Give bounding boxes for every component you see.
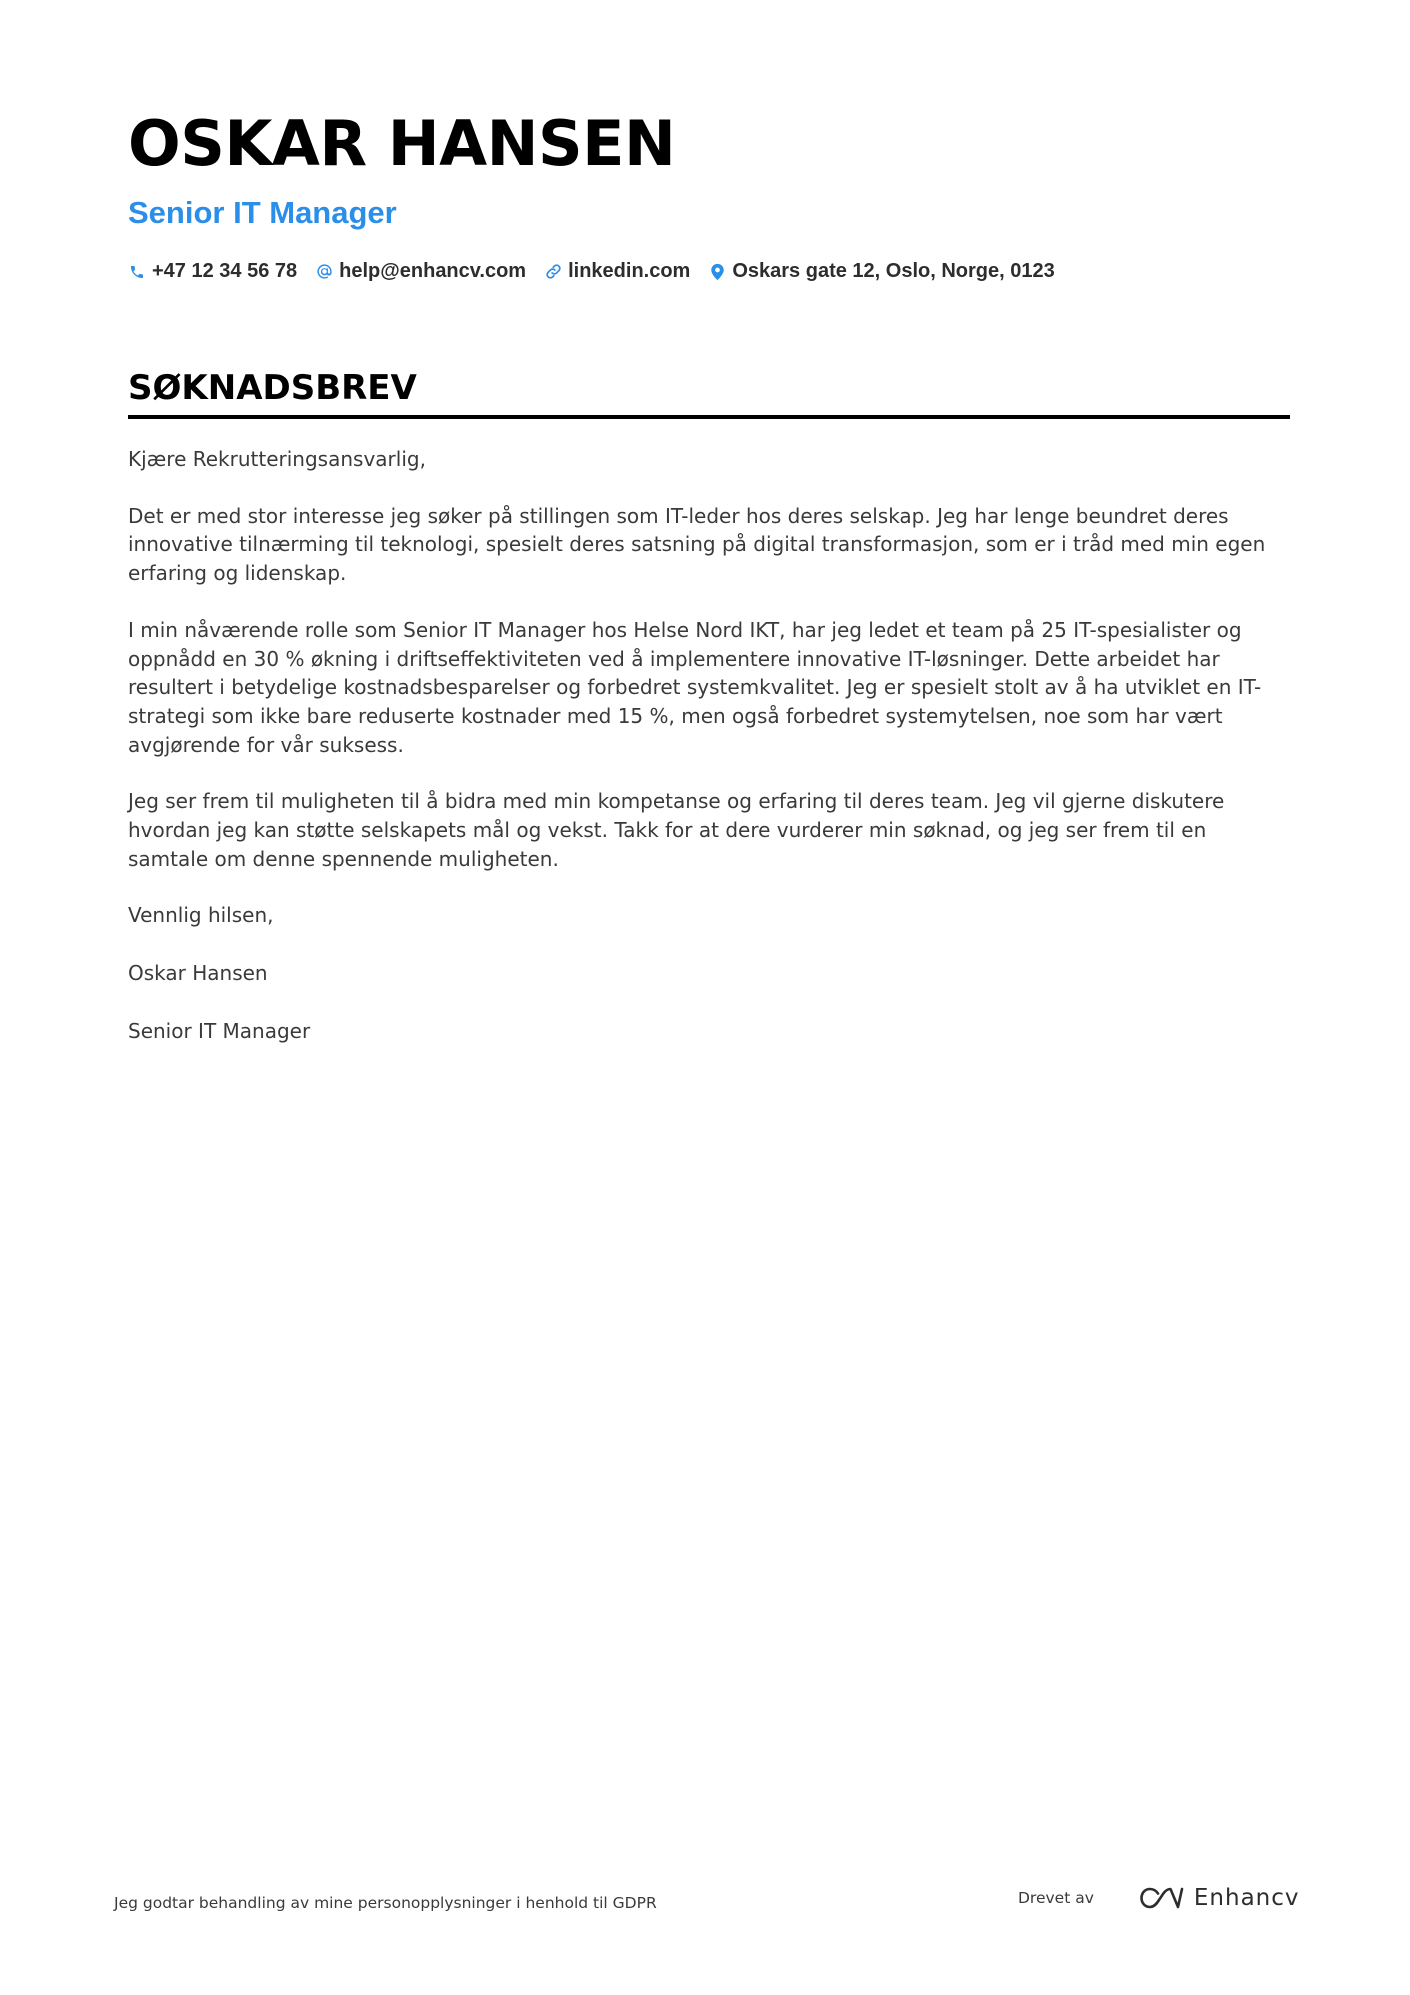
contact-address bbox=[708, 260, 1054, 283]
signature-title: Senior IT Manager bbox=[128, 1018, 311, 1043]
letter-paragraph: I min nåværende rolle som Senior IT Manager hos Helse Nord IKT, har jeg ledet et team på 25 IT-spesialister og oppnådd en 30 % økning i driftseffektiviteten ved å implementere innovative IT-løsninger. Dette arbeidet har resultert i betydelige kostnadsbesparelser og forbedret systemkvalitet. Jeg er spesielt stolt av å ha utviklet en IT-strategi som ikke bare reduserte kostnader med 15 %, men også forbedret systemytelsen, noe som har vært avgjørende for vår suksess. bbox=[128, 617, 1262, 757]
link-icon bbox=[544, 263, 562, 281]
enhancv-logo-icon bbox=[1138, 1885, 1184, 1911]
cover-letter-section bbox=[128, 363, 1290, 1075]
phone-icon bbox=[128, 263, 146, 281]
job-title: Senior IT Manager bbox=[128, 195, 397, 230]
contact-linkedin-text: linkedin.com bbox=[568, 260, 691, 282]
powered-by-label: Drevet av bbox=[1018, 1889, 1094, 1907]
closing: Vennlig hilsen, bbox=[128, 903, 274, 928]
signature-name: Oskar Hansen bbox=[128, 961, 268, 986]
candidate-name: OSKAR HANSEN bbox=[128, 107, 676, 180]
contact-email[interactable] bbox=[315, 260, 526, 283]
contact-phone-text: +47 12 34 56 78 bbox=[152, 260, 298, 282]
contact-address-text: Oskars gate 12, Oslo, Norge, 0123 bbox=[732, 260, 1055, 282]
letter-paragraph: Det er med stor interesse jeg søker på stillingen som IT-leder hos deres selskap. Jeg har lenge beundret deres innovative tilnærming til teknologi, spesielt deres satsning på digital transformasjon, som er i tråd med min egen erfaring og lidenskap. bbox=[128, 503, 1266, 586]
section-divider bbox=[128, 415, 1290, 419]
contact-email-text: help@enhancv.com bbox=[339, 260, 527, 282]
section-title: SØKNADSBREV bbox=[128, 368, 417, 408]
header bbox=[128, 105, 1288, 283]
letter-paragraph: Jeg ser frem til muligheten til å bidra med min kompetanse og erfaring til deres team. Jeg vil gjerne diskutere hvordan jeg kan støtte selskapets mål og vekst. Takk for at dere vurderer min søknad, og jeg ser frem til en samtale om denne spennende muligheten. bbox=[128, 789, 1225, 871]
location-pin-icon bbox=[708, 263, 726, 281]
contact-bar bbox=[128, 260, 1288, 283]
contact-linkedin[interactable] bbox=[544, 260, 690, 283]
contact-phone bbox=[128, 260, 297, 283]
brand-name: Enhancv bbox=[1193, 1885, 1300, 1911]
gdpr-consent: Jeg godtar behandling av mine personopplysninger i henhold til GDPR bbox=[114, 1894, 657, 1912]
letter-body bbox=[128, 445, 1290, 1046]
at-icon bbox=[315, 263, 333, 281]
salutation: Kjære Rekrutteringsansvarlig, bbox=[128, 447, 426, 471]
powered-by[interactable] bbox=[1018, 1885, 1300, 1911]
